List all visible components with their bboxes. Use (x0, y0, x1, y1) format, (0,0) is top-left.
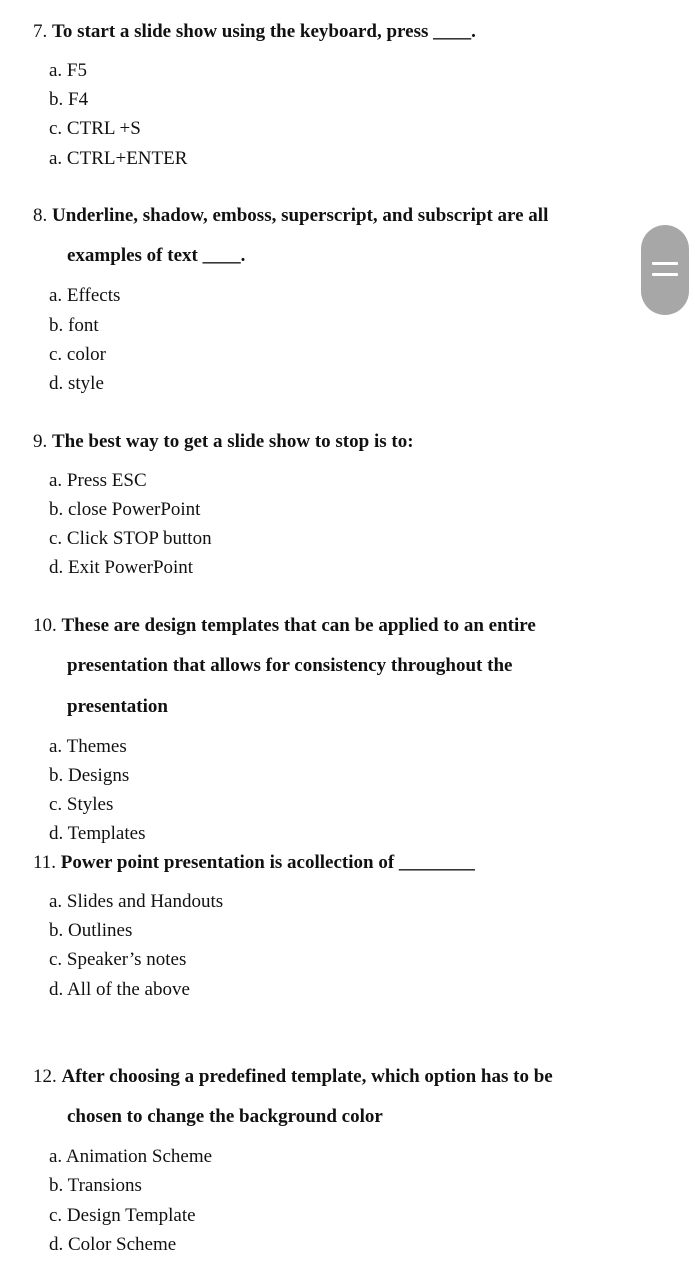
answer-option[interactable]: d. Templates (49, 823, 146, 844)
question-number: 8. (33, 205, 48, 226)
question-line (33, 1065, 553, 1089)
question-text: Underline, shadow, emboss, superscript, and subscript are all (52, 205, 549, 226)
handle-bar (652, 262, 678, 265)
question-line (33, 430, 414, 454)
answer-option[interactable]: b. F4 (49, 89, 89, 110)
answer-option[interactable]: d. Color Scheme (49, 1234, 177, 1255)
answer-option[interactable]: b. close PowerPoint (49, 499, 201, 520)
question-text-continued: presentation (67, 696, 168, 717)
answer-option[interactable]: d. style (49, 373, 104, 394)
handle-bar (652, 273, 678, 276)
question-text: These are design templates that can be applied to an entire (61, 615, 536, 636)
answer-option[interactable]: c. Design Template (49, 1205, 196, 1226)
answer-option[interactable]: b. Transions (49, 1175, 142, 1196)
answer-option[interactable]: c. Click STOP button (49, 528, 212, 549)
question-text: To start a slide show using the keyboard, press ____. (52, 21, 476, 42)
answer-option[interactable]: d. Exit PowerPoint (49, 557, 194, 578)
answer-option[interactable]: a. Slides and Handouts (49, 891, 224, 912)
answer-option[interactable]: a. Effects (49, 285, 121, 306)
answer-option[interactable]: c. Styles (49, 794, 114, 815)
answer-option[interactable]: c. Speaker’s notes (49, 949, 187, 970)
answer-option[interactable]: a. Themes (49, 736, 127, 757)
answer-option[interactable]: b. Designs (49, 765, 130, 786)
answer-option[interactable]: c. CTRL +S (49, 118, 141, 139)
answer-option[interactable]: a. Animation Scheme (49, 1146, 213, 1167)
question-number: 9. (33, 431, 48, 452)
question-line (33, 20, 476, 44)
answer-option[interactable]: d. All of the above (49, 979, 190, 1000)
answer-option[interactable]: a. Press ESC (49, 470, 147, 491)
question-text: Power point presentation is acollection of ________ (60, 852, 475, 873)
question-text-continued: examples of text ____. (67, 245, 246, 266)
drag-handle-icon[interactable] (641, 225, 689, 315)
question-line (33, 851, 475, 875)
answer-option[interactable]: b. font (49, 315, 99, 336)
question-text-continued: presentation that allows for consistency throughout the (67, 655, 513, 676)
question-line (33, 614, 536, 638)
answer-option[interactable]: a. F5 (49, 60, 87, 81)
question-number: 11. (33, 852, 57, 873)
question-text: After choosing a predefined template, which option has to be (61, 1066, 553, 1087)
answer-option[interactable]: a. CTRL+ENTER (49, 148, 188, 169)
question-number: 10. (33, 615, 57, 636)
question-text: The best way to get a slide show to stop is to: (52, 431, 414, 452)
answer-option[interactable]: c. color (49, 344, 106, 365)
question-text-continued: chosen to change the background color (67, 1106, 383, 1127)
question-number: 7. (33, 21, 48, 42)
question-line (33, 204, 548, 228)
answer-option[interactable]: b. Outlines (49, 920, 133, 941)
question-number: 12. (33, 1066, 57, 1087)
